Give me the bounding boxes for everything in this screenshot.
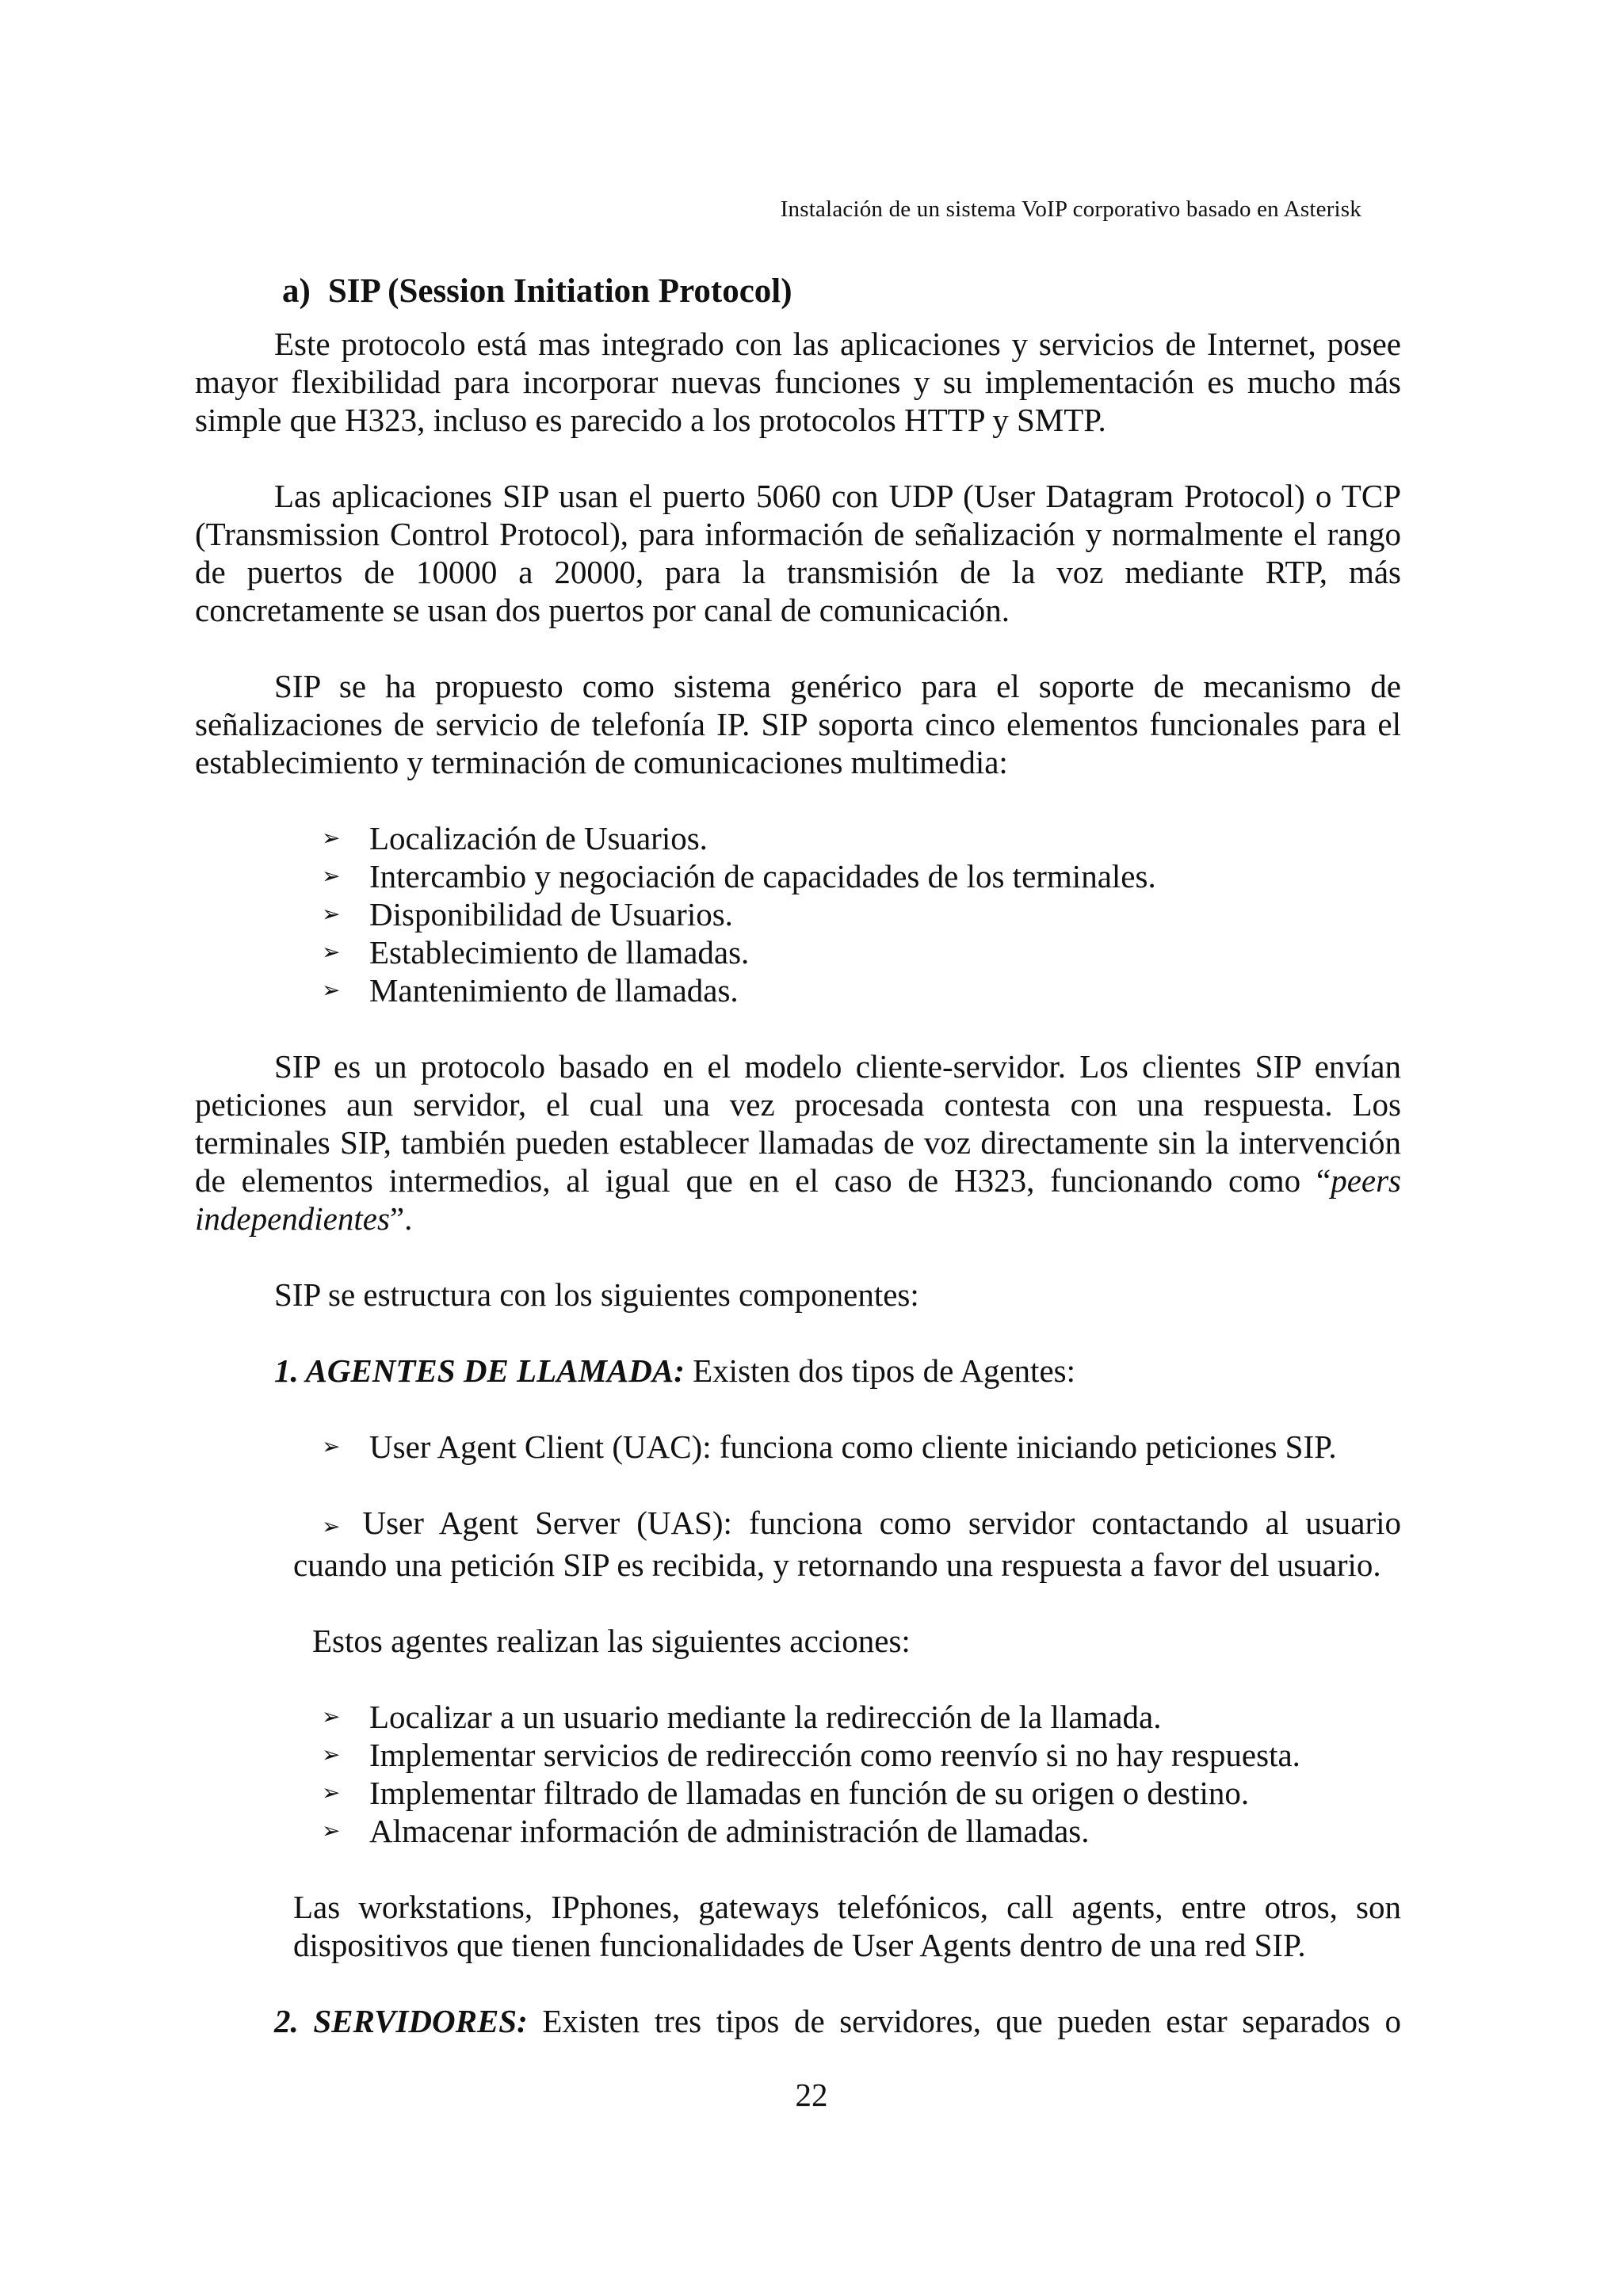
paragraph-functional: SIP se ha propuesto como sistema genérico para el soporte de mecanismo de señalizaciones de servicio de telefonía IP. SIP soporta cinco elementos funcionales para el establecimiento y terminación de comunicaciones multimedia: <box>195 668 1401 780</box>
arrow-bullet-icon: ➢ <box>322 939 341 965</box>
arrow-bullet-icon: ➢ <box>322 1513 341 1539</box>
paragraph-client-server: SIP es un protocolo basado en el modelo cliente-servidor. Los clientes SIP envían peticiones aun servidor, el cual una vez procesada contesta con una respuesta. Los terminales SIP, también pueden establecer llamadas de voz directamente sin la intervención de elementos intermedios, al igual que en el caso de H323, funcionando como “peers independientes”. <box>195 1048 1401 1237</box>
list-item: ➢ User Agent Client (UAC): funciona como cliente iniciando peticiones SIP. <box>322 1428 1337 1465</box>
list-item: ➢ Mantenimiento de llamadas. <box>322 972 739 1009</box>
uac-list <box>195 1428 1401 1466</box>
section-heading <box>282 273 1401 311</box>
list-item: ➢ Localizar a un usuario mediante la redirección de la llamada. <box>322 1699 1162 1735</box>
agents-heading: 1. AGENTES DE LLAMADA: Existen dos tipos de Agentes: <box>274 1352 1075 1389</box>
servers-title: 2. SERVIDORES: <box>274 2003 528 2039</box>
italic-term: peers independientes <box>195 1162 1401 1237</box>
arrow-bullet-icon: ➢ <box>322 1779 341 1806</box>
arrow-bullet-icon: ➢ <box>322 901 341 927</box>
arrow-bullet-icon: ➢ <box>322 1817 341 1844</box>
arrow-bullet-icon: ➢ <box>322 1741 341 1768</box>
agent-actions-list <box>195 1698 1401 1850</box>
running-header: Instalación de un sistema VoIP corporativo basado en Asterisk <box>780 196 1361 222</box>
list-item: ➢ Disponibilidad de Usuarios. <box>322 896 733 933</box>
devices-paragraph: Las workstations, IPphones, gateways telefónicos, call agents, entre otros, son dispositivos que tienen funcionalidades de User Agents dentro de una red SIP. <box>293 1889 1401 1963</box>
arrow-bullet-icon: ➢ <box>322 825 341 851</box>
page-content <box>195 266 1401 2078</box>
list-item: ➢ Implementar servicios de redirección como reenvío si no hay respuesta. <box>322 1737 1300 1773</box>
list-item: ➢ Intercambio y negociación de capacidades de los terminales. <box>322 858 1156 894</box>
actions-intro: Estos agentes realizan las siguientes acciones: <box>312 1623 911 1659</box>
arrow-bullet-icon: ➢ <box>322 1433 341 1459</box>
list-item: ➢ Establecimiento de llamadas. <box>322 934 750 971</box>
functional-elements-list <box>195 819 1401 1009</box>
page-number: 22 <box>795 2077 828 2113</box>
servers-heading: 2. SERVIDORES: Existen tres tipos de servidores, que pueden estar separados o <box>274 2003 1401 2039</box>
paragraph-components: SIP se estructura con los siguientes componentes: <box>274 1276 919 1313</box>
arrow-bullet-icon: ➢ <box>322 863 341 889</box>
uas-paragraph: ➢ User Agent Server (UAS): funciona como servidor contactando al usuario cuando una petición SIP es recibida, y retornando una respuesta a favor del usuario. <box>293 1505 1401 1583</box>
paragraph-ports: Las aplicaciones SIP usan el puerto 5060 con UDP (User Datagram Protocol) o TCP (Transmission Control Protocol), para información de señalización y normalmente el rango de puertos de 10000 a 20000, para la transmisión de la voz mediante RTP, más concretamente se usan dos puertos por canal de comunicación. <box>195 478 1401 628</box>
list-item: ➢ Localización de Usuarios. <box>322 820 708 856</box>
arrow-bullet-icon: ➢ <box>322 977 341 1003</box>
arrow-bullet-icon: ➢ <box>322 1703 341 1730</box>
agents-title: 1. AGENTES DE LLAMADA: <box>274 1352 685 1389</box>
list-item: ➢ Almacenar información de administración de llamadas. <box>322 1813 1090 1849</box>
section-letter: a) <box>282 273 311 310</box>
paragraph-intro: Este protocolo está mas integrado con las aplicaciones y servicios de Internet, posee mayor flexibilidad para incorporar nuevas funciones y su implementación es mucho más simple que H323, incluso es parecido a los protocolos HTTP y SMTP. <box>195 326 1401 438</box>
section-title: SIP (Session Initiation Protocol) <box>327 273 792 310</box>
list-item: ➢ Implementar filtrado de llamadas en función de su origen o destino. <box>322 1775 1250 1811</box>
